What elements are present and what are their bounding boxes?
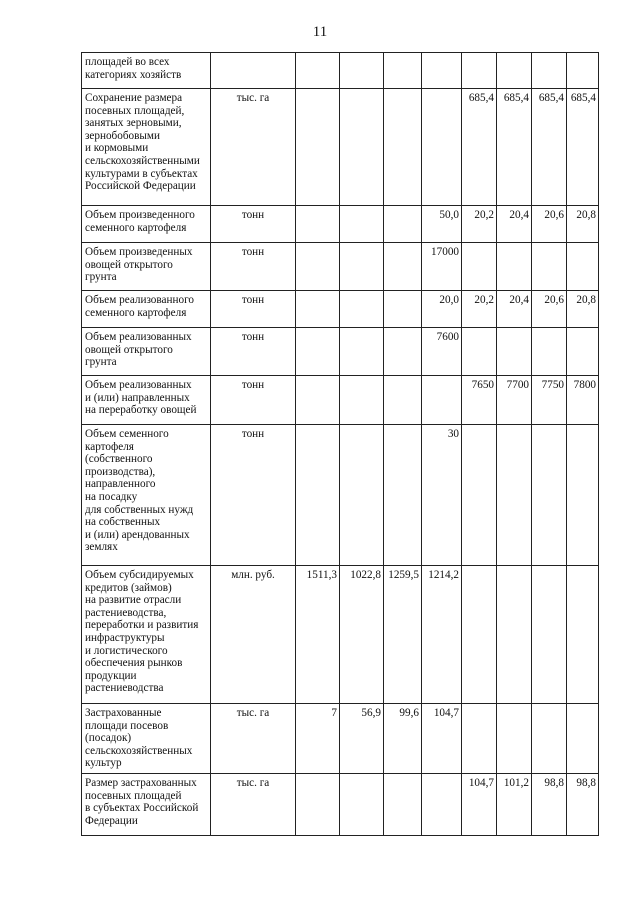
unit-cell: млн. руб. [211,566,296,704]
unit-cell: тонн [211,291,296,328]
value-cell [532,425,567,566]
value-cell: 20,4 [497,206,532,243]
value-cell: 685,4 [532,89,567,206]
value-cell [462,704,497,774]
value-cell [296,328,340,376]
value-cell [384,376,422,425]
value-cell [567,243,599,291]
value-cell [462,243,497,291]
table-row [82,774,599,836]
value-cell: 685,4 [462,89,497,206]
value-cell: 1259,5 [384,566,422,704]
value-cell [296,376,340,425]
value-cell: 17000 [422,243,462,291]
indicator-cell: Объем произведенного семенного картофеля [82,206,211,243]
value-cell [567,53,599,89]
value-cell [422,53,462,89]
value-cell [462,566,497,704]
value-cell: 1511,3 [296,566,340,704]
value-cell [384,291,422,328]
value-cell [497,704,532,774]
value-cell [340,328,384,376]
value-cell [340,376,384,425]
table-row [82,376,599,425]
indicator-cell: Объем произведенных овощей открытого грунта [82,243,211,291]
indicator-cell: Объем реализованных и (или) направленных на переработку овощей [82,376,211,425]
value-cell: 7 [296,704,340,774]
indicator-cell: Сохранение размера посевных площадей, занятых зерновыми, зернобобовыми и кормовыми сельскохозяйственными культурами в субъектах Российской Федерации [82,89,211,206]
value-cell: 7600 [422,328,462,376]
value-cell [384,328,422,376]
table-row [82,89,599,206]
value-cell [462,425,497,566]
value-cell: 20,0 [422,291,462,328]
value-cell [567,704,599,774]
value-cell: 104,7 [422,704,462,774]
value-cell: 7750 [532,376,567,425]
value-cell [497,425,532,566]
unit-cell: тонн [211,328,296,376]
value-cell [384,425,422,566]
value-cell [497,328,532,376]
table-row [82,328,599,376]
value-cell: 1214,2 [422,566,462,704]
table-row [82,566,599,704]
value-cell [462,328,497,376]
indicator-cell: Объем реализованного семенного картофеля [82,291,211,328]
value-cell [532,328,567,376]
value-cell: 7650 [462,376,497,425]
unit-cell: тонн [211,206,296,243]
value-cell [497,53,532,89]
value-cell [340,425,384,566]
table-row [82,243,599,291]
value-cell [340,243,384,291]
indicator-cell: Объем реализованных овощей открытого грунта [82,328,211,376]
value-cell [340,291,384,328]
value-cell [296,53,340,89]
value-cell [340,206,384,243]
value-cell: 685,4 [497,89,532,206]
unit-cell: тонн [211,243,296,291]
value-cell: 101,2 [497,774,532,836]
value-cell [384,206,422,243]
unit-cell: тыс. га [211,774,296,836]
value-cell [296,206,340,243]
unit-cell: тонн [211,425,296,566]
table-row [82,704,599,774]
value-cell: 7700 [497,376,532,425]
value-cell [497,566,532,704]
value-cell [497,243,532,291]
indicator-cell: Объем субсидируемых кредитов (займов) на развитие отрасли растениеводства, переработки и развития инфраструктуры и логистического обеспечения рынков продукции растениеводства [82,566,211,704]
value-cell: 20,2 [462,291,497,328]
value-cell [422,89,462,206]
value-cell [384,243,422,291]
value-cell: 104,7 [462,774,497,836]
value-cell [567,425,599,566]
value-cell [532,704,567,774]
value-cell: 99,6 [384,704,422,774]
value-cell [296,291,340,328]
value-cell [296,425,340,566]
indicator-cell: Размер застрахованных посевных площадей в субъектах Российской Федерации [82,774,211,836]
value-cell: 20,6 [532,206,567,243]
value-cell [384,53,422,89]
indicator-cell: Объем семенного картофеля (собственного производства), направленного на посадку для собственных нужд на собственных и (или) арендованных землях [82,425,211,566]
value-cell: 56,9 [340,704,384,774]
value-cell: 685,4 [567,89,599,206]
value-cell: 98,8 [532,774,567,836]
value-cell: 20,8 [567,291,599,328]
value-cell [422,376,462,425]
value-cell [384,89,422,206]
value-cell: 20,4 [497,291,532,328]
value-cell [296,243,340,291]
value-cell [340,774,384,836]
value-cell [296,774,340,836]
table-row [82,291,599,328]
unit-cell [211,53,296,89]
indicators-table [81,52,599,836]
table-row [82,206,599,243]
table-row [82,53,599,89]
value-cell [462,53,497,89]
indicator-cell: площадей во всех категориях хозяйств [82,53,211,89]
table-row [82,425,599,566]
unit-cell: тыс. га [211,89,296,206]
value-cell: 98,8 [567,774,599,836]
value-cell [567,328,599,376]
indicator-cell: Застрахованные площади посевов (посадок) сельскохозяйственных культур [82,704,211,774]
value-cell [384,774,422,836]
value-cell: 20,6 [532,291,567,328]
value-cell: 7800 [567,376,599,425]
value-cell [532,243,567,291]
value-cell [532,53,567,89]
page-number: 11 [312,24,328,40]
unit-cell: тонн [211,376,296,425]
value-cell [532,566,567,704]
value-cell [340,89,384,206]
unit-cell: тыс. га [211,704,296,774]
value-cell [296,89,340,206]
value-cell [340,53,384,89]
value-cell: 30 [422,425,462,566]
value-cell [422,774,462,836]
value-cell: 50,0 [422,206,462,243]
value-cell: 20,2 [462,206,497,243]
value-cell: 1022,8 [340,566,384,704]
value-cell: 20,8 [567,206,599,243]
value-cell [567,566,599,704]
